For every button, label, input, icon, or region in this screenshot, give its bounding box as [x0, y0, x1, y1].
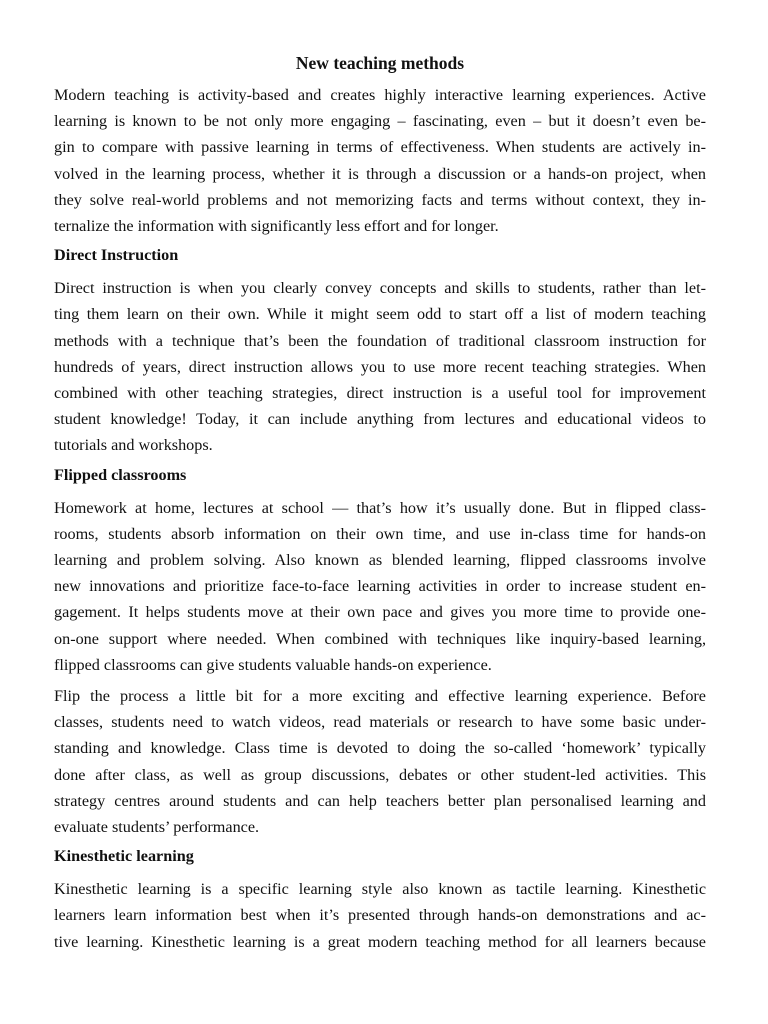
- text-line: on-one support where needed. When combined with techniques like inquiry-based learning,: [54, 629, 706, 648]
- kinesthetic-learning-paragraph: [54, 876, 706, 955]
- direct-instruction-paragraph: [54, 275, 706, 458]
- text-line: they solve real-world problems and not memorizing facts and terms without context, they in-: [54, 190, 706, 209]
- text-line: Modern teaching is activity-based and creates highly interactive learning experiences. Active: [54, 86, 706, 104]
- text-line: rooms, students absorb information on their own time, and use in-class time for hands-on: [54, 524, 706, 543]
- flipped-classrooms-paragraph-1: [54, 495, 706, 678]
- text-line: done after class, as well as group discussions, debates or other student-led activities. This: [54, 765, 706, 784]
- text-line: Flip the process a little bit for a more exciting and effective learning experience. Before: [54, 687, 706, 706]
- text-line: learners learn information best when it’s presented through hands-on demonstrations and ac-: [54, 906, 706, 925]
- text-line: Kinesthetic learning is a specific learning style also known as tactile learning. Kinesthetic: [54, 880, 706, 899]
- intro-paragraph: [54, 82, 706, 239]
- text-line: student knowledge! Today, it can include anything from lectures and educational videos to: [54, 410, 706, 429]
- text-line: gin to compare with passive learning in terms of effectiveness. When students are actively in-: [54, 138, 706, 157]
- text-line: evaluate students’ performance.: [54, 818, 260, 837]
- page-title: New teaching methods: [295, 53, 465, 73]
- section-heading-flipped-classrooms: Flipped classrooms: [54, 465, 187, 484]
- text-line: Direct instruction is when you clearly convey concepts and skills to students, rather than let-: [54, 279, 706, 298]
- text-line: ting them learn on their own. While it might seem odd to start off a list of modern teaching: [54, 305, 706, 324]
- text-line: ternalize the information with significantly less effort and for longer.: [54, 217, 499, 236]
- text-line: classes, students need to watch videos, read materials or research to have some basic under-: [54, 713, 706, 732]
- text-line: tive learning. Kinesthetic learning is a great modern teaching method for all learners because: [54, 932, 706, 951]
- section-heading-kinesthetic-learning: Kinesthetic learning: [54, 847, 194, 866]
- section-heading-direct-instruction: Direct Instruction: [54, 246, 179, 265]
- text-line: hundreds of years, direct instruction allows you to use more recent teaching strategies. When: [54, 357, 706, 376]
- text-line: gagement. It helps students move at their own pace and gives you more time to provide one-: [54, 603, 706, 622]
- text-line: combined with other teaching strategies, direct instruction is a useful tool for improvement: [54, 384, 706, 403]
- text-line: strategy centres around students and can help teachers better plan personalised learning and: [54, 791, 706, 810]
- text-line: methods with a technique that’s been the foundation of traditional classroom instruction for: [54, 331, 706, 350]
- text-line: learning and problem solving. Also known as blended learning, flipped classrooms involve: [54, 551, 706, 570]
- text-line: new innovations and prioritize face-to-face learning activities in order to increase student en-: [54, 577, 706, 596]
- text-line: standing and knowledge. Class time is devoted to doing the so-called ‘homework’ typically: [54, 739, 706, 758]
- text-line: flipped classrooms can give students valuable hands-on experience.: [54, 655, 492, 674]
- text-line: volved in the learning process, whether it is through a discussion or a hands-on project, when: [54, 164, 706, 183]
- flipped-classrooms-paragraph-2: [54, 683, 706, 840]
- text-line: tutorials and workshops.: [54, 436, 213, 455]
- text-line: Homework at home, lectures at school — that’s how it’s usually done. But in flipped class-: [54, 498, 706, 517]
- text-line: learning is known to be not only more engaging – fascinating, even – but it doesn’t even be-: [54, 112, 706, 131]
